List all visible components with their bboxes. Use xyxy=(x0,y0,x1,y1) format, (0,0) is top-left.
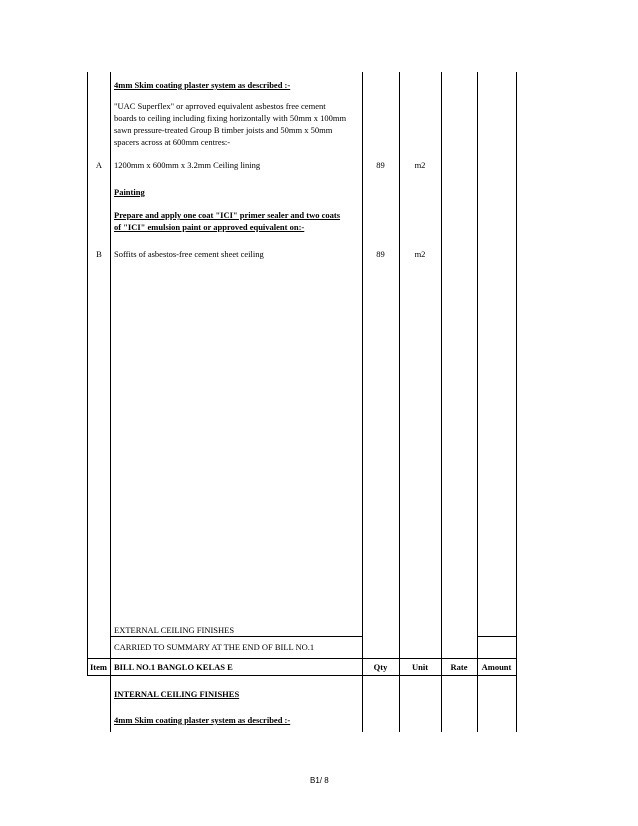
header-col-right xyxy=(516,658,517,675)
item-a-description: 1200mm x 600mm x 3.2mm Ceiling lining xyxy=(114,160,261,170)
col-line-item xyxy=(110,72,111,658)
painting-desc-line-2: of "ICI" emulsion paint or approved equivalent on:- xyxy=(114,222,305,232)
header-item: Item xyxy=(90,662,107,672)
item-a-code: A xyxy=(95,160,103,170)
carried-line-1: EXTERNAL CEILING FINISHES xyxy=(114,625,235,635)
carried-rule-top xyxy=(110,636,362,637)
header-col-item xyxy=(110,658,111,675)
col-line-right-2 xyxy=(516,675,517,732)
item-b-unit: m2 xyxy=(414,249,426,259)
col-line-desc-2 xyxy=(362,675,363,732)
desc-line-4: spacers across at 600mm centres:- xyxy=(114,137,231,147)
desc-line-1: "UAC Superflex" or aprroved equivalent asbestos free cement xyxy=(114,101,326,111)
carried-line-2: CARRIED TO SUMMARY AT THE END OF BILL NO.1 xyxy=(114,642,315,652)
item-a-qty: 89 xyxy=(376,160,385,170)
internal-ceiling-heading: INTERNAL CEILING FINISHES xyxy=(114,689,240,699)
header-bill-title: BILL NO.1 BANGLO KELAS E xyxy=(114,662,233,672)
skim-coating-heading: 4mm Skim coating plaster system as described :- xyxy=(114,80,291,90)
page-number: B1/ 8 xyxy=(310,776,329,785)
painting-heading: Painting xyxy=(114,187,145,197)
col-line-unit-2 xyxy=(441,675,442,732)
header-unit: Unit xyxy=(411,662,429,672)
col-line-right xyxy=(516,72,517,658)
amount-box-top xyxy=(477,636,517,637)
header-rule-bottom xyxy=(87,675,517,676)
col-line-unit xyxy=(441,72,442,658)
col-line-rate xyxy=(477,72,478,658)
painting-desc-line-1: Prepare and apply one coat "ICI" primer sealer and two coats xyxy=(114,210,341,220)
header-amount: Amount xyxy=(481,662,512,672)
desc-line-3: sawn pressure-treated Group B timber joists and 50mm x 50mm xyxy=(114,125,333,135)
item-b-qty: 89 xyxy=(376,249,385,259)
skim-coating-heading-2: 4mm Skim coating plaster system as described :- xyxy=(114,715,291,725)
col-line-qty-2 xyxy=(399,675,400,732)
col-line-rate-2 xyxy=(477,675,478,732)
col-line-item-2 xyxy=(110,675,111,732)
item-a-unit: m2 xyxy=(414,160,426,170)
item-b-description: Soffits of asbestos-free cement sheet ceiling xyxy=(114,249,264,259)
desc-line-2: boards to ceiling including fixing horizontally with 50mm x 100mm xyxy=(114,113,347,123)
header-rate: Rate xyxy=(450,662,468,672)
item-b-code: B xyxy=(96,249,102,259)
header-qty: Qty xyxy=(373,662,388,672)
header-rule-top xyxy=(87,658,517,659)
